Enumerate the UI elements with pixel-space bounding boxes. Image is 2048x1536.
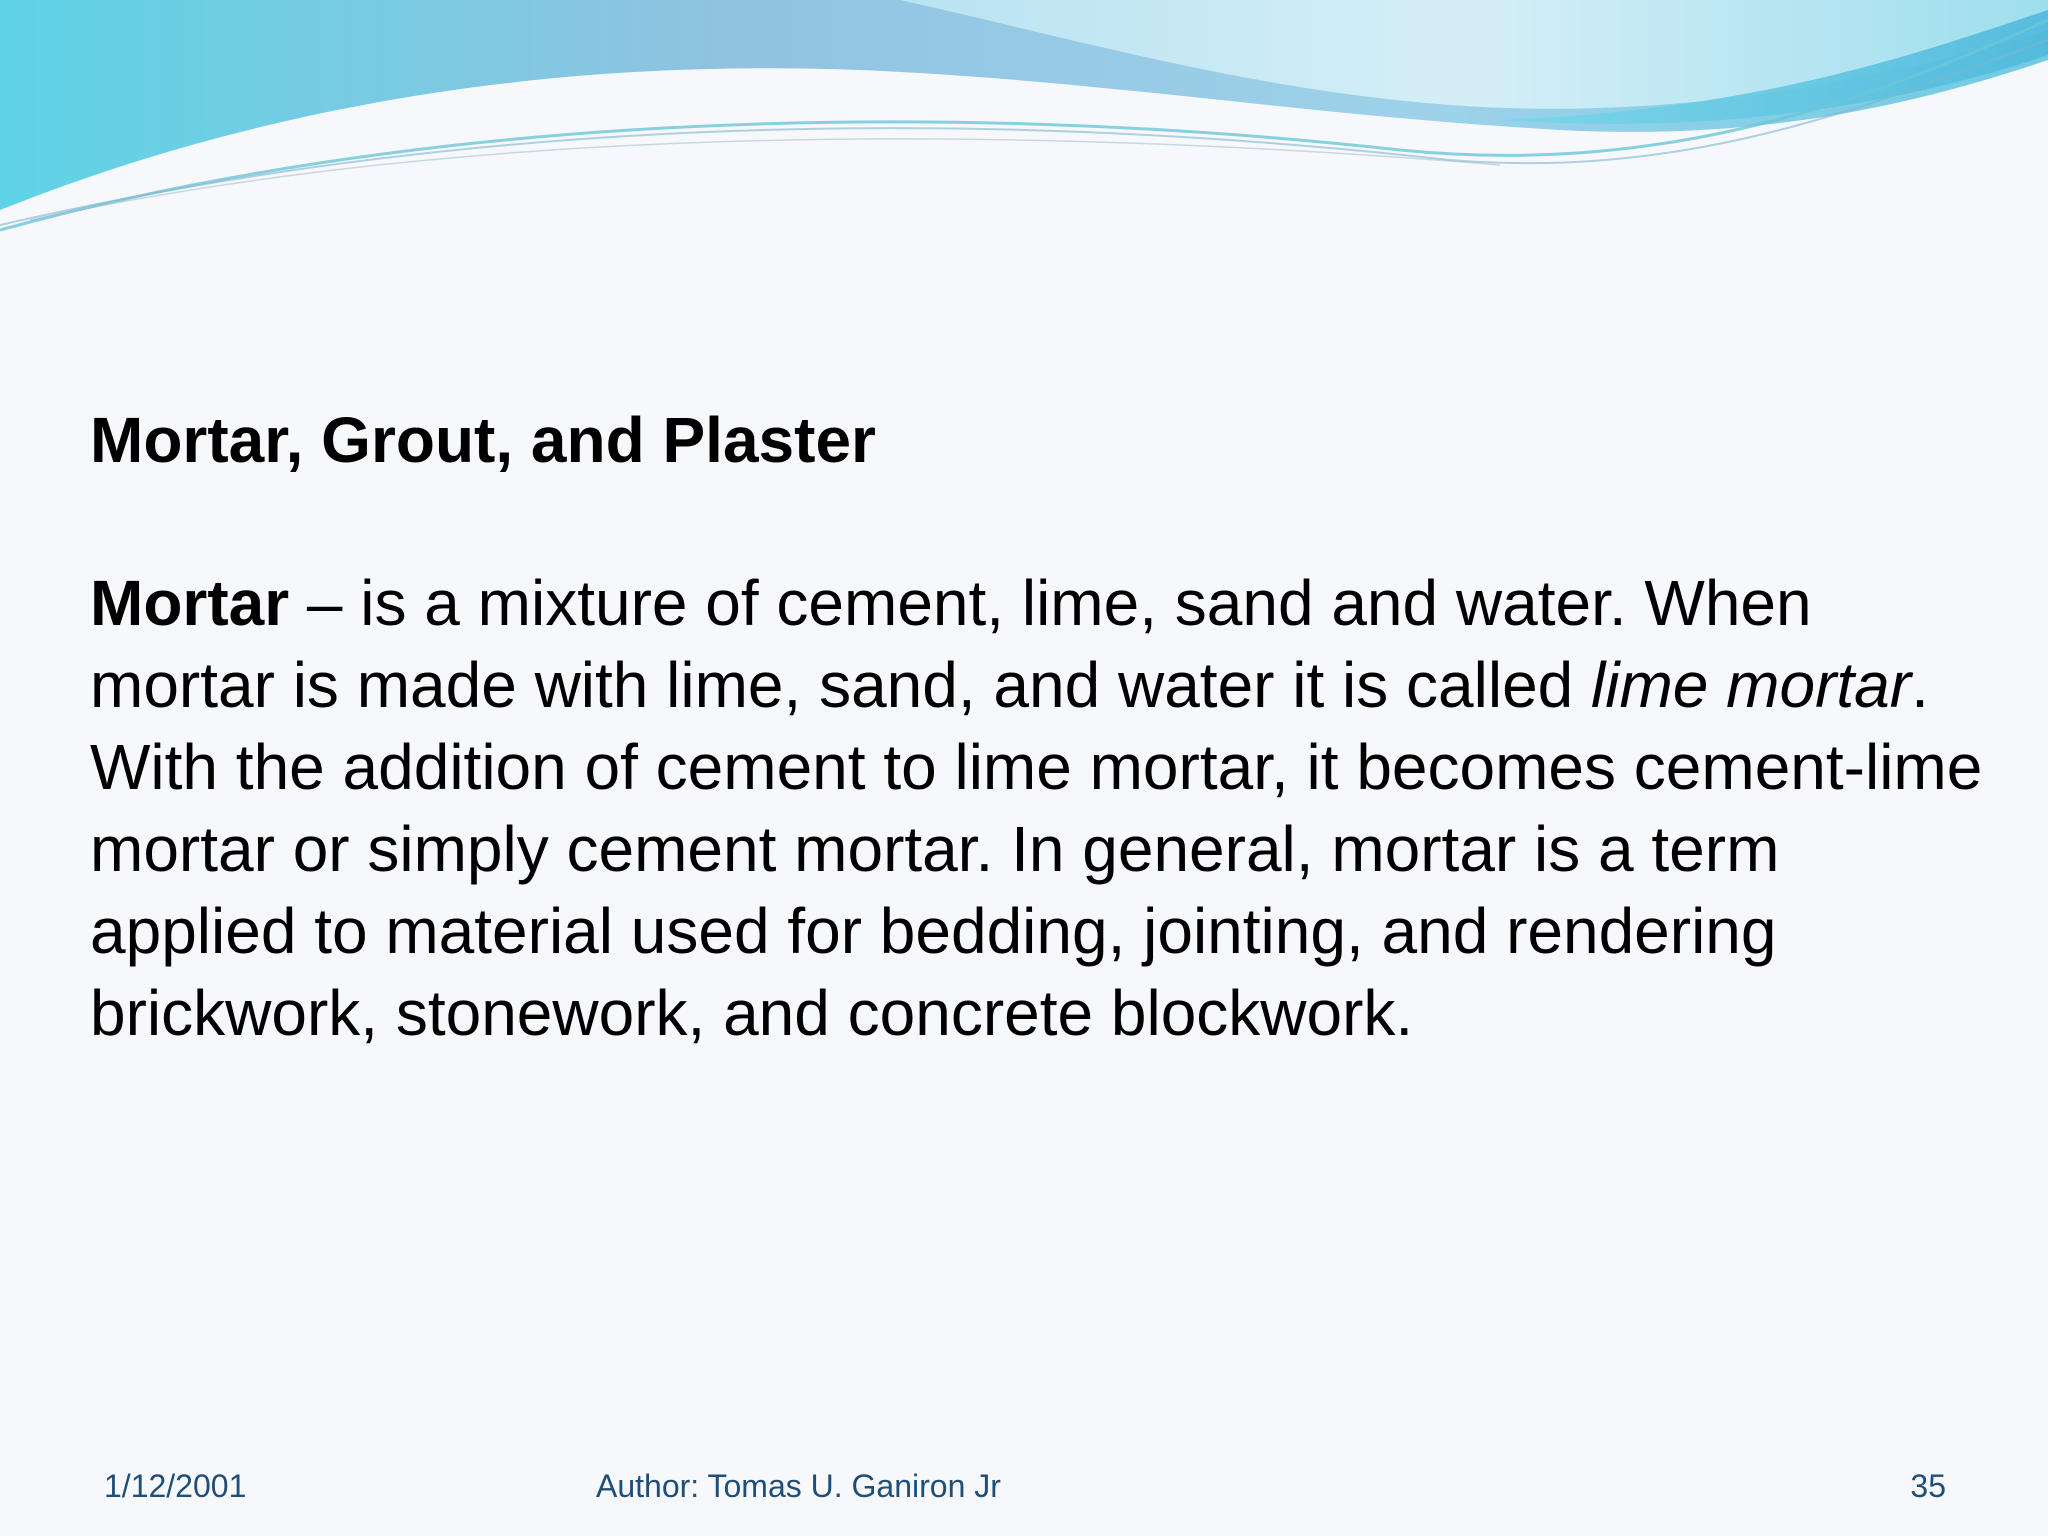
paragraph-text-part1: – is a mixture of cement, lime, sand and water. When mortar is made with lime, sand, and water it is called: [90, 567, 1812, 721]
slide-content: [90, 400, 1990, 1054]
paragraph-text-part2: . With the addition of cement to lime mortar, it becomes cement-lime mortar or simply cement mortar. In general, mortar is a term applied to material used for bedding, jointing, and rendering brickwork, stonework, and concrete blockwork.: [90, 649, 1983, 1049]
footer-date: 1/12/2001: [104, 1468, 247, 1504]
footer-page-number: 35: [1910, 1468, 1946, 1504]
slide-heading: Mortar, Grout, and Plaster: [90, 404, 876, 476]
term-lime-mortar: lime mortar: [1591, 649, 1912, 721]
decorative-wave-banner: [0, 0, 2048, 240]
term-mortar: Mortar: [90, 567, 290, 639]
footer-author: Author: Tomas U. Ganiron Jr: [596, 1468, 1001, 1504]
definition-paragraph: [90, 562, 1990, 1054]
